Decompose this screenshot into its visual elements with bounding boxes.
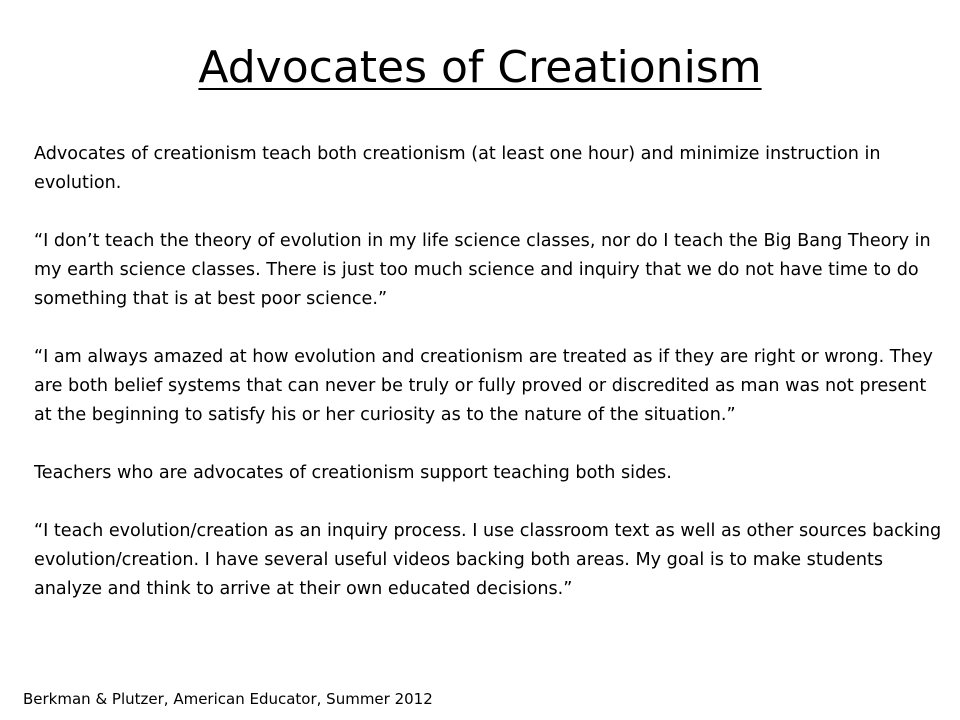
paragraph-intro: Advocates of creationism teach both creationism (at least one hour) and minimize instruction in evolution. (34, 144, 881, 193)
quote-big-bang: “I don’t teach the theory of evolution in my life science classes, nor do I teach the Big Bang Theory in my earth science classes. There is just too much science and inquiry that we do not have time to do something that is at best poor science.” (34, 231, 931, 309)
citation: Berkman & Plutzer, American Educator, Summer 2012 (23, 690, 433, 708)
paragraph-both-sides: Teachers who are advocates of creationism support teaching both sides. (34, 463, 672, 483)
slide-body (34, 140, 944, 604)
slide-title: Advocates of Creationism (198, 42, 762, 93)
quote-inquiry-process: “I teach evolution/creation as an inquiry process. I use classroom text as well as other sources backing evolution/creation. I have several useful videos backing both areas. My goal is to make students analyze and think to arrive at their own educated decisions.” (34, 521, 942, 599)
quote-belief-systems: “I am always amazed at how evolution and creationism are treated as if they are right or wrong. They are both belief systems that can never be truly or fully proved or discredited as man was not present at the beginning to satisfy his or her curiosity as to the nature of the situation.” (34, 347, 933, 425)
